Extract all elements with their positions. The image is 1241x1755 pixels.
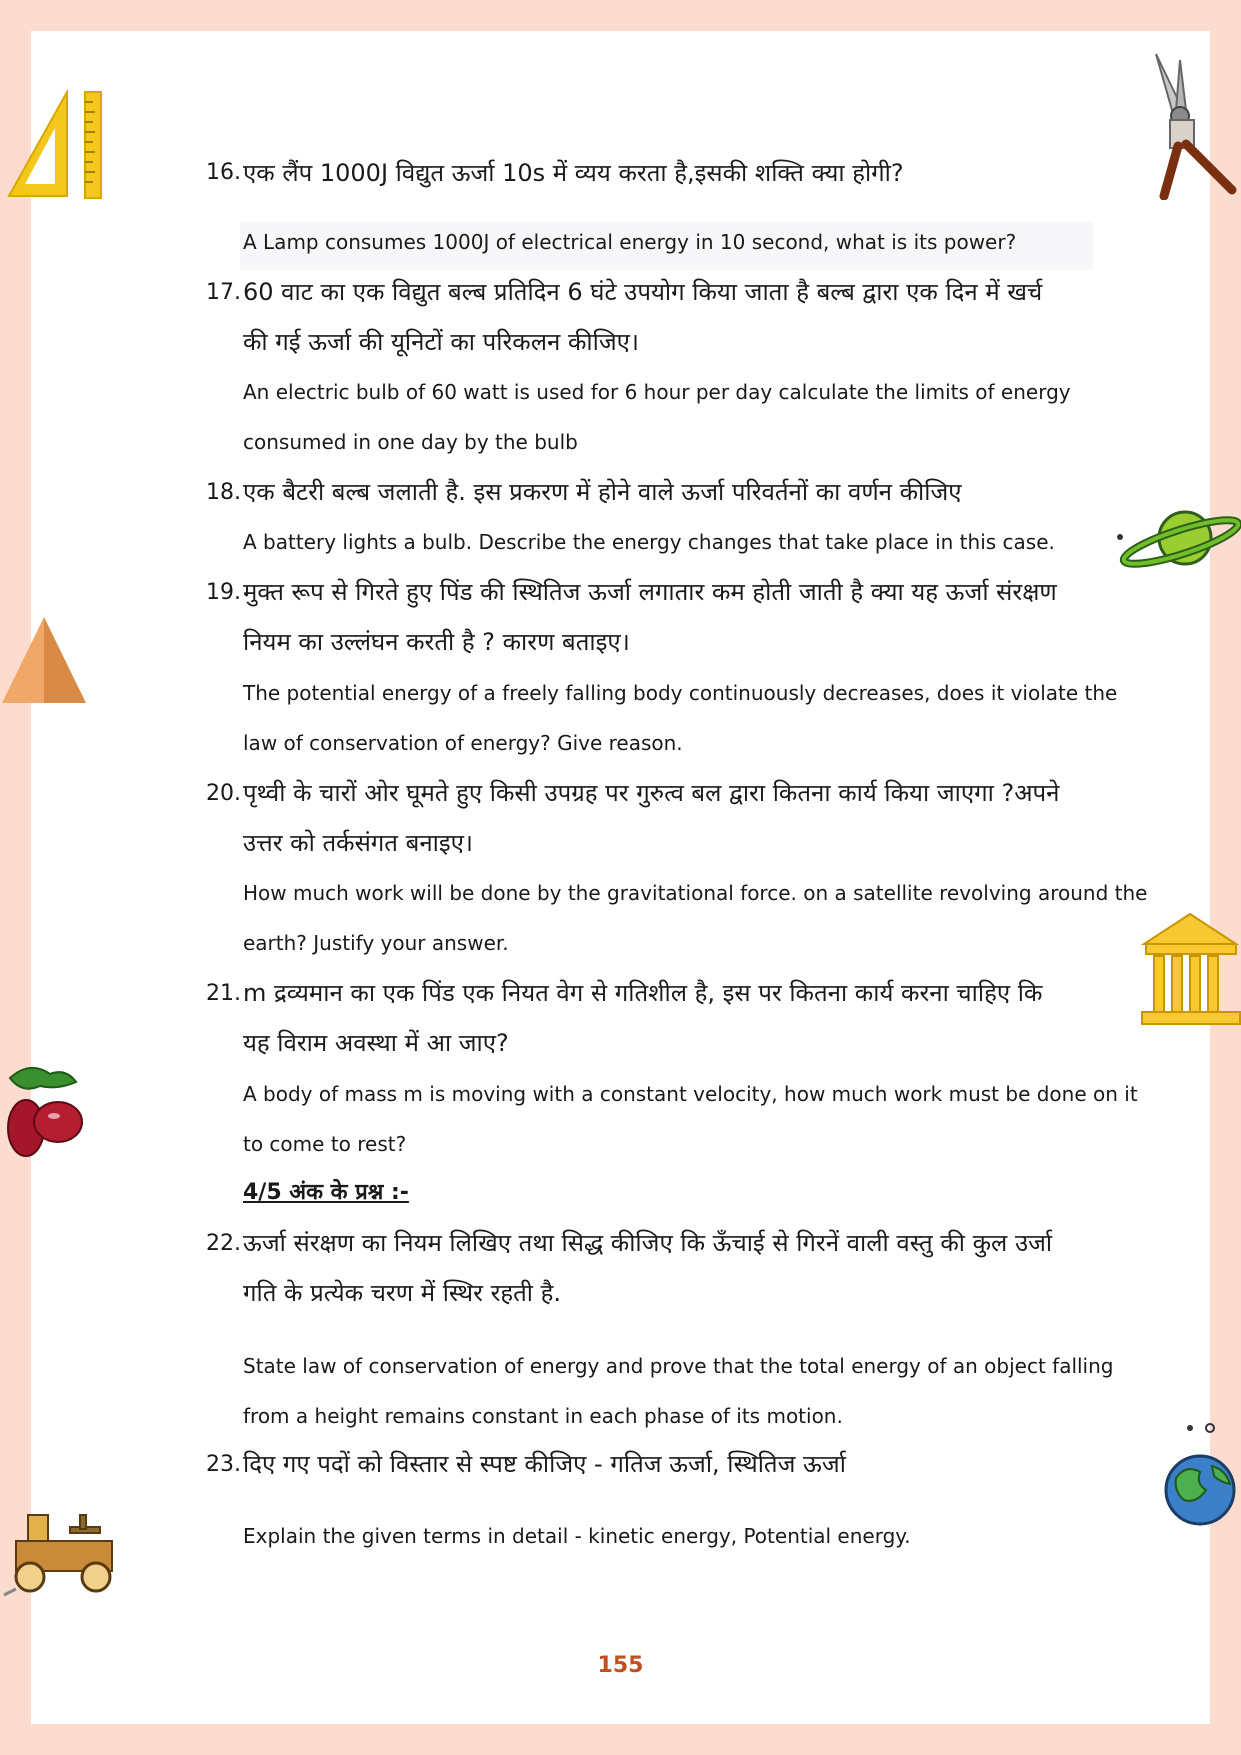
question-16-hindi: एक लैंप 1000J विद्युत ऊर्जा 10s में व्यय करता है,इसकी शक्ति क्या होगी?	[243, 159, 904, 187]
question-22-hindi-line1: ऊर्जा संरक्षण का नियम लिखिए तथा सिद्ध कीजिए कि ऊँचाई से गिरनें वाली वस्तु की कुल उर्जा	[243, 1229, 1053, 1257]
question-19-hindi-line1: मुक्त रूप से गिरते हुए पिंड की स्थितिज ऊर्जा लगातार कम होती जाती है क्या यह ऊर्जा संरक्षण	[243, 578, 1057, 606]
question-17-hindi-line1: 60 वाट का एक विद्युत बल्ब प्रतिदिन 6 घंटे उपयोग किया जाता है बल्ब द्वारा एक दिन में खर्च	[243, 278, 1043, 306]
question-22-hindi-line2: गति के प्रत्येक चरण में स्थिर रहती है.	[243, 1279, 562, 1307]
section-heading: 4/5 अंक के प्रश्न :-	[243, 1180, 409, 1205]
greek-temple-icon	[1140, 910, 1241, 1030]
steam-engine-icon	[0, 1505, 125, 1600]
question-22-english-line1: State law of conservation of energy and prove that the total energy of an object falling	[243, 1354, 1114, 1378]
question-21-english-line1: A body of mass m is moving with a constant velocity, how much work must be done on it	[243, 1082, 1138, 1106]
question-number-23: 23.	[206, 1452, 241, 1477]
question-17-hindi-line2: की गई ऊर्जा की यूनिटों का परिकलन कीजिए।	[243, 328, 640, 356]
question-number-22: 22.	[206, 1231, 241, 1256]
saturn-planet-icon	[1115, 500, 1241, 575]
question-23-hindi: दिए गए पदों को विस्तार से स्पष्ट कीजिए - गतिज ऊर्जा, स्थितिज ऊर्जा	[243, 1450, 846, 1478]
earth-globe-icon	[1160, 1420, 1241, 1530]
question-21-hindi-line2: यह विराम अवस्था में आ जाए?	[243, 1029, 509, 1057]
question-21-english-line2: to come to rest?	[243, 1132, 407, 1156]
question-18-english: A battery lights a bulb. Describe the energy changes that take place in this case.	[243, 530, 1055, 554]
question-19-hindi-line2: नियम का उल्लंघन करती है ? कारण बताइए।	[243, 628, 630, 656]
kidney-beans-icon	[0, 1060, 90, 1170]
question-16-english: A Lamp consumes 1000J of electrical energy in 10 second, what is its power?	[243, 230, 1017, 254]
question-number-19: 19.	[206, 580, 241, 605]
question-number-21: 21.	[206, 981, 241, 1006]
question-19-english-line2: law of conservation of energy? Give reason.	[243, 731, 683, 755]
pyramid-icon	[0, 615, 88, 705]
question-number-16: 16.	[206, 160, 241, 185]
question-number-18: 18.	[206, 480, 241, 505]
question-20-english-line2: earth? Justify your answer.	[243, 931, 509, 955]
question-18-hindi: एक बैटरी बल्ब जलाती है. इस प्रकरण में होने वाले ऊर्जा परिवर्तनों का वर्णन कीजिए	[243, 478, 962, 506]
question-19-english-line1: The potential energy of a freely falling body continuously decreases, does it violate the	[243, 681, 1118, 705]
set-square-ruler-icon	[5, 90, 105, 200]
question-23-english: Explain the given terms in detail - kinetic energy, Potential energy.	[243, 1524, 911, 1548]
question-number-20: 20.	[206, 781, 241, 806]
question-number-17: 17.	[206, 280, 241, 305]
question-20-hindi-line2: उत्तर को तर्कसंगत बनाइए।	[243, 829, 474, 857]
question-20-hindi-line1: पृथ्वी के चारों ओर घूमते हुए किसी उपग्रह पर गुरुत्व बल द्वारा कितना कार्य किया जाएगा ?अपने	[243, 779, 1060, 807]
page-number: 155	[597, 1653, 644, 1678]
pliers-icon	[1150, 50, 1240, 200]
question-17-english-line2: consumed in one day by the bulb	[243, 430, 578, 454]
question-21-hindi-line1: m द्रव्यमान का एक पिंड एक नियत वेग से गतिशील है, इस पर कितना कार्य करना चाहिए कि	[243, 979, 1043, 1007]
question-20-english-line1: How much work will be done by the gravitational force. on a satellite revolving around the	[243, 881, 1148, 905]
question-22-english-line2: from a height remains constant in each phase of its motion.	[243, 1404, 843, 1428]
question-17-english-line1: An electric bulb of 60 watt is used for 6 hour per day calculate the limits of energy	[243, 380, 1071, 404]
